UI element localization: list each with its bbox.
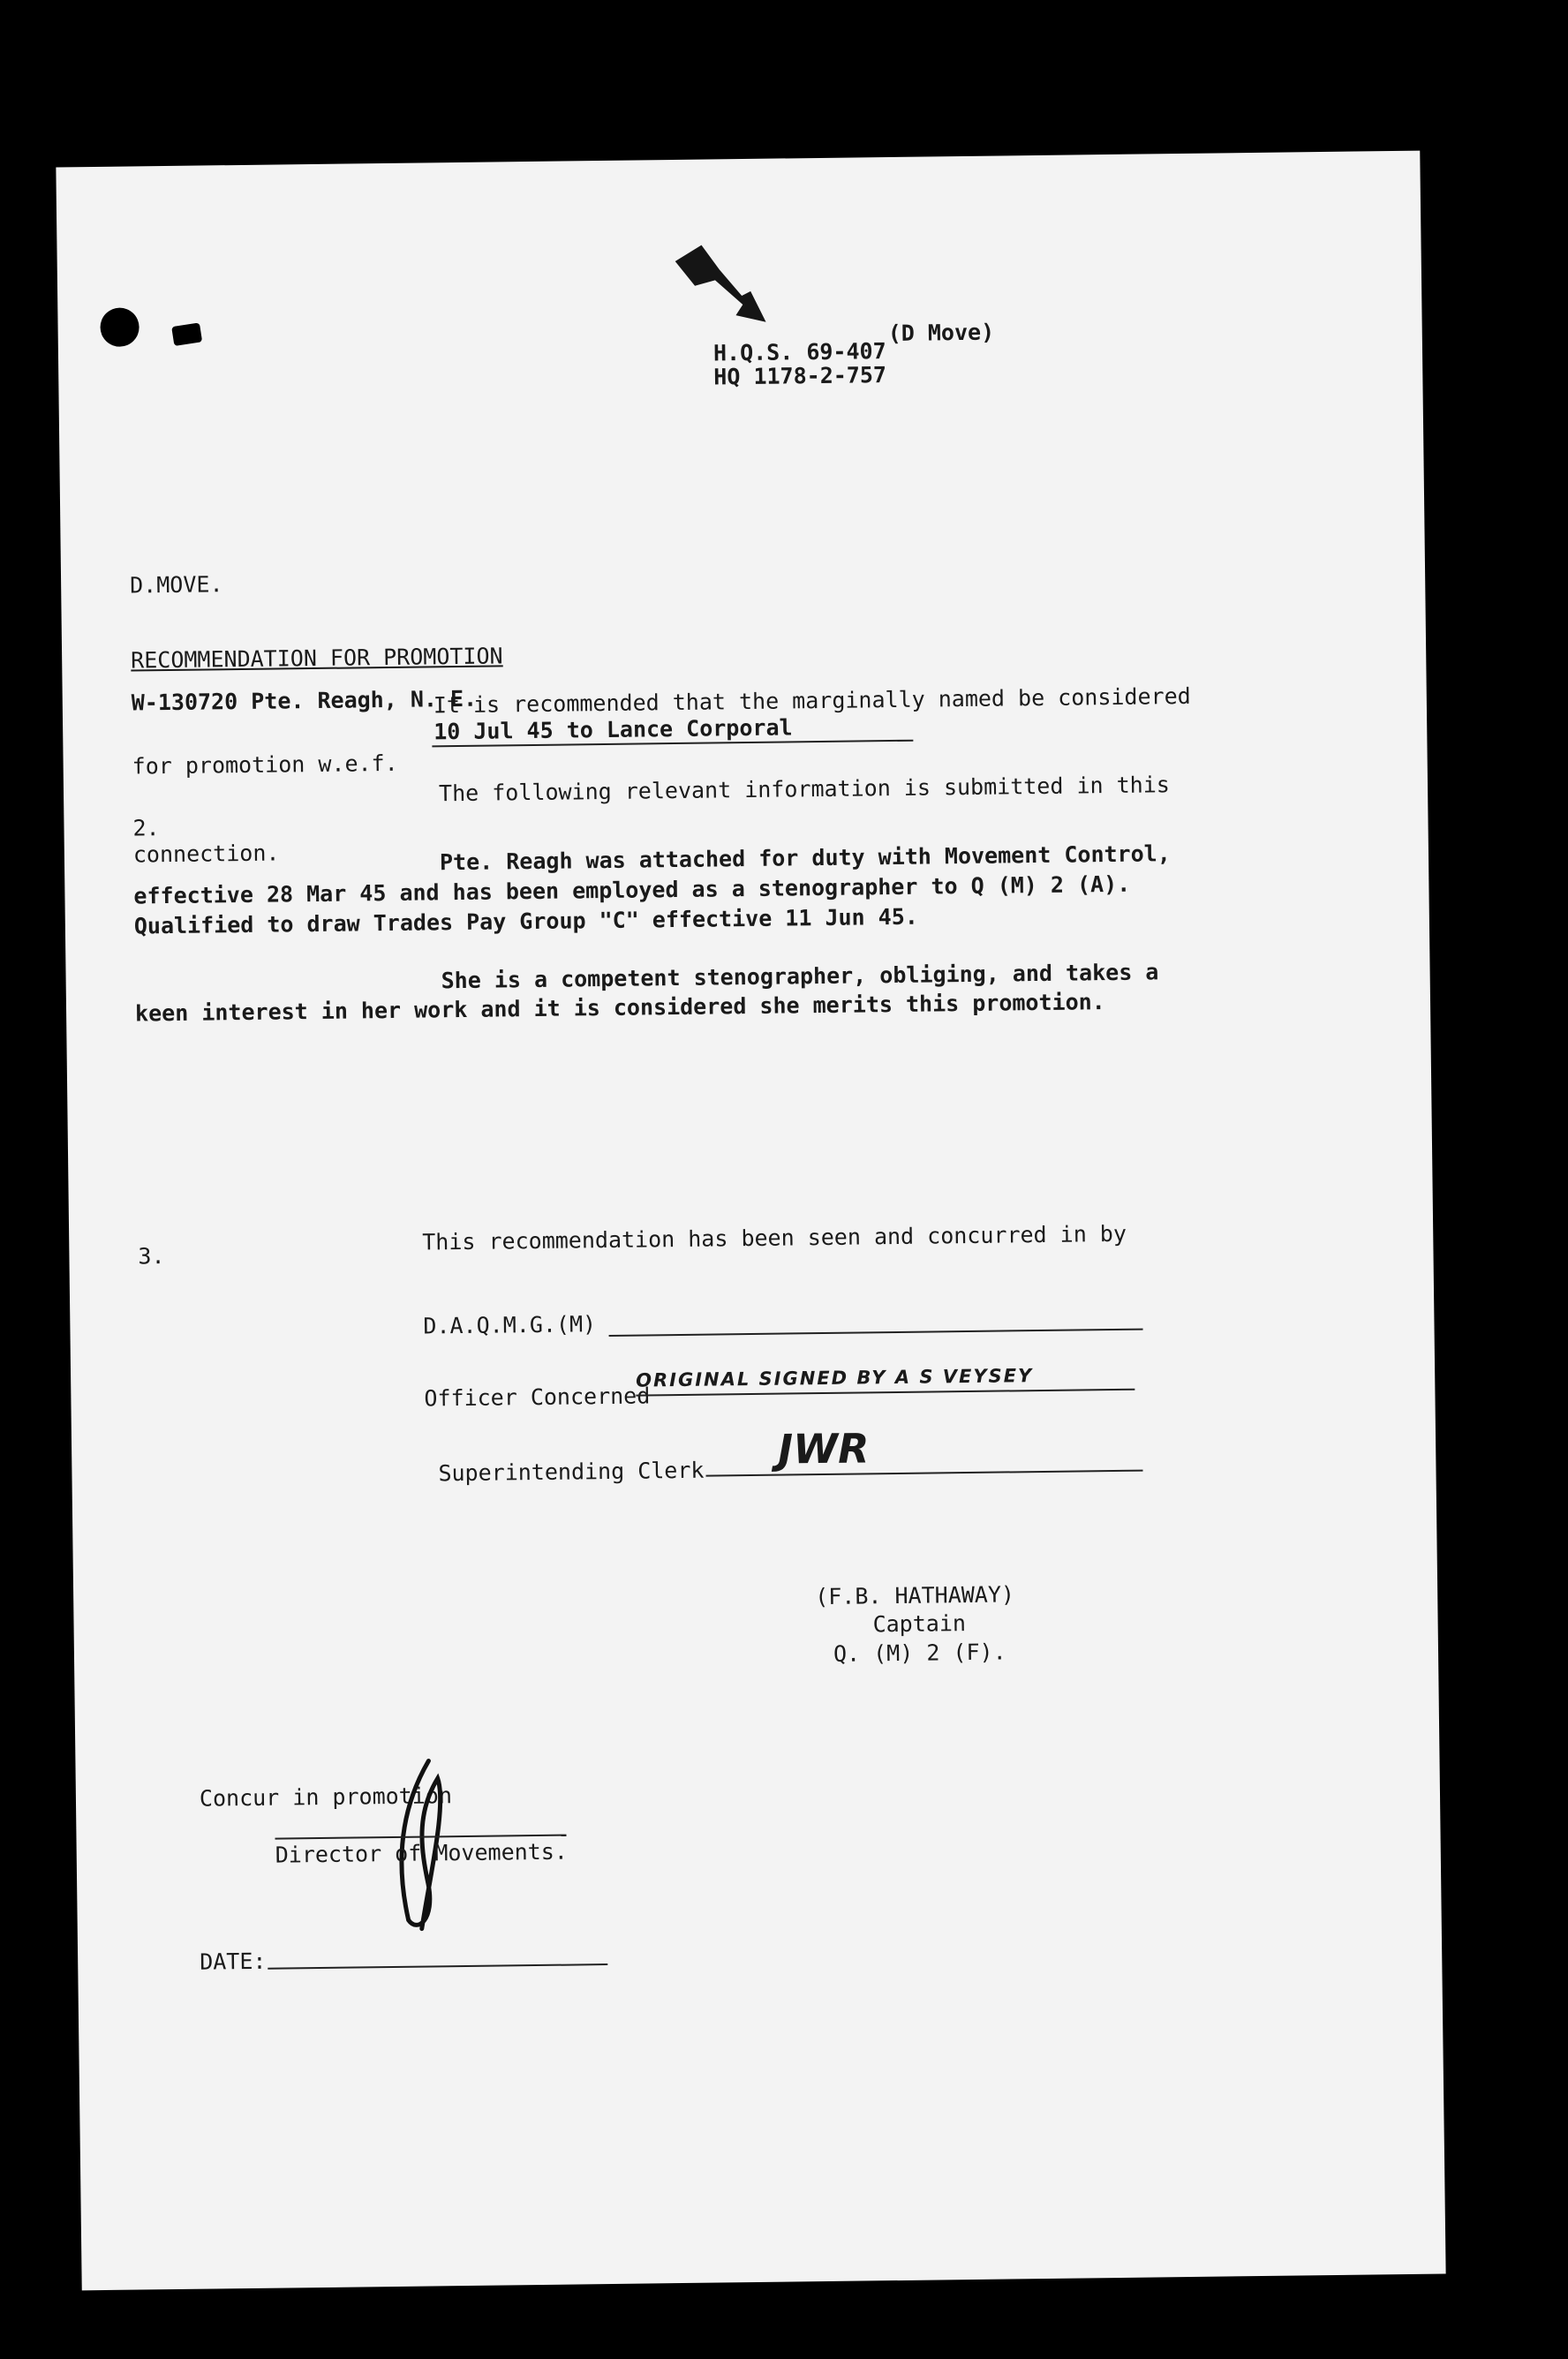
details-line1: Pte. Reagh was attached for duty with Movement Control, [439,840,1171,876]
punch-hole [100,307,139,347]
signatory-name: (F.B. HATHAWAY) [815,1581,1015,1610]
dacmg-signature-line [609,1329,1143,1337]
dacmg-label: D.A.Q.M.G.(M) [423,1311,597,1339]
superintending-clerk-label: Superintending Clerk [438,1457,705,1487]
document-page [56,151,1445,2291]
concur-text: Concur in promotion [199,1782,453,1812]
para1-fill: 10 Jul 45 to Lance Corporal [433,714,793,745]
file-reference-line2: HQ 1178-2-757 [713,362,887,390]
para3-number: 3. [138,1243,165,1270]
subject-heading: RECOMMENDATION FOR PROMOTION [131,643,503,674]
assessment-line1: She is a competent stenographer, obliging, and takes a [441,959,1159,994]
para3-text: This recommendation has been seen and concurred in by [422,1220,1127,1255]
superintending-clerk-initials: JWR [777,1424,870,1473]
director-title: Director of Movements. [275,1838,569,1868]
signatory-unit: Q. (M) 2 (F). [833,1639,1006,1667]
assessment-line2: keen interest in her work and it is considered she merits this promotion. [134,989,1105,1027]
punch-mark [171,322,202,346]
margin-name: W-130720 Pte. Reagh, N. E. [131,685,478,716]
para2-line2: connection. [132,840,280,868]
file-reference-move: (D Move) [887,319,995,347]
signatory-rank: Captain [872,1610,967,1638]
details-line3: Qualified to draw Trades Pay Group "C" effective 11 Jun 45. [133,903,919,939]
details-line2: effective 28 Mar 45 and has been employed as a stenographer to Q (M) 2 (A). [133,870,1131,909]
para2-number: 2. [132,815,160,841]
file-reference-line1: H.Q.S. 69-407 [712,338,886,366]
officer-concerned-value: ORIGINAL SIGNED BY A S VEYSEY [636,1365,1034,1391]
officer-concerned-label: Officer Concerned [424,1383,651,1412]
para1-prefix: for promotion w.e.f. [132,750,398,780]
date-label: DATE: [200,1948,267,1975]
para2-line1: The following relevant information is submitted in this [438,772,1171,807]
superintending-clerk-line [706,1470,1143,1477]
arrow-stamp-icon [666,243,781,342]
para1-lead: It is recommended that the marginally named be considered [433,682,1191,719]
addressee: D.MOVE. [129,571,223,599]
date-line [268,1963,607,1970]
